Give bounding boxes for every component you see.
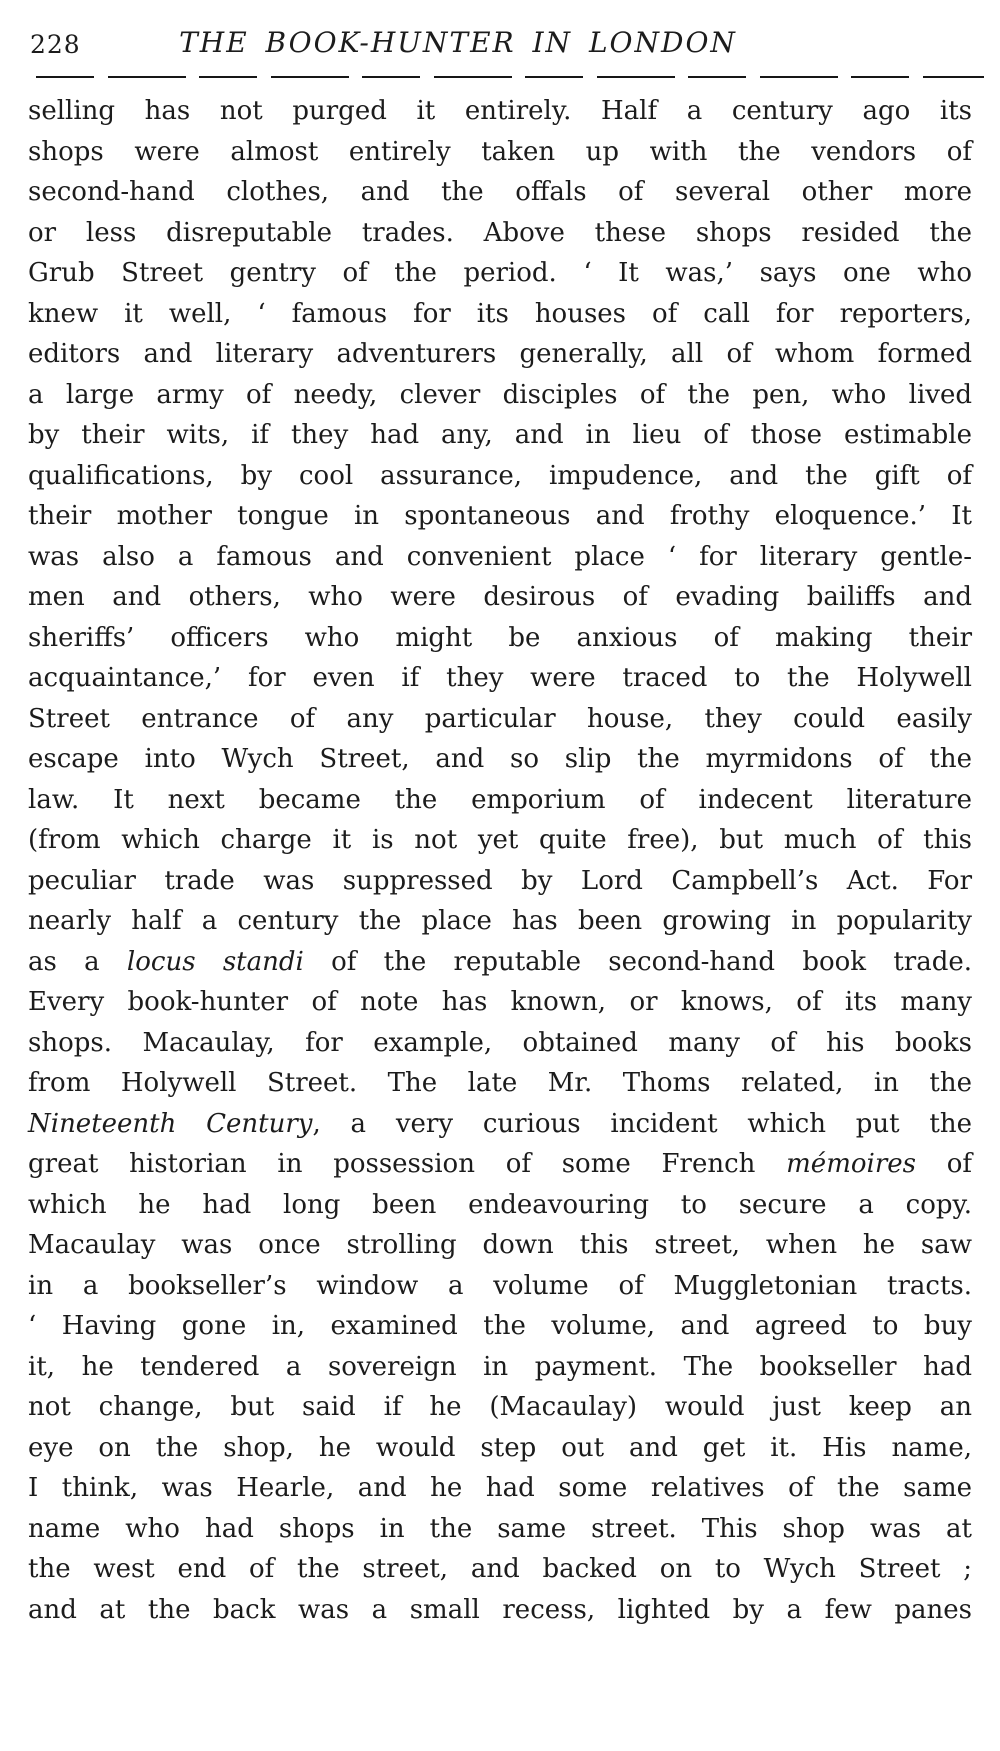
- text-line: [28, 1468, 972, 1509]
- text-segment: acquaintance,’ for even if they were traced to the Holywell: [28, 663, 972, 693]
- text-line: [28, 1144, 972, 1185]
- text-segment: law. It next became the emporium of indecent literature: [28, 784, 972, 815]
- text-segment: shops. Macaulay, for example, obtained many of his books: [28, 1027, 972, 1058]
- italic-text-segment: Nineteenth Century: [28, 1108, 313, 1139]
- text-line: [28, 334, 972, 375]
- text-line: [28, 415, 972, 456]
- text-line: [28, 294, 972, 335]
- text-line: [28, 1266, 972, 1307]
- text-line: [28, 1347, 972, 1388]
- text-line: [28, 739, 972, 780]
- text-line: [28, 1387, 972, 1428]
- text-segment: Grub Street gentry of the period. ‘ It was,’ says one who: [28, 258, 972, 288]
- text-segment: by their wits, if they had any, and in lieu of those estimable: [28, 420, 972, 450]
- text-line: [28, 820, 972, 861]
- text-line: [28, 496, 972, 537]
- text-segment: editors and literary adventurers generally, all of whom formed: [28, 339, 972, 369]
- text-segment: ‘ Having gone in, examined the volume, and agreed to buy: [28, 1311, 972, 1341]
- text-segment: and at the back was a small recess, lighted by a few panes: [28, 1594, 972, 1625]
- text-line: [28, 253, 972, 294]
- text-line: [28, 537, 972, 578]
- text-line: [28, 618, 972, 659]
- page-header: [0, 24, 1000, 68]
- text-segment: peculiar trade was suppressed by Lord Campbell’s Act. For: [28, 865, 972, 896]
- text-line: [28, 456, 972, 497]
- text-line: [28, 213, 972, 254]
- text-segment: men and others, who were desirous of evading bailiffs and: [28, 582, 972, 612]
- text-segment: Macaulay was once strolling down this street, when he saw: [28, 1230, 972, 1260]
- text-segment: their mother tongue in spontaneous and frothy eloquence.’ It: [28, 501, 972, 531]
- text-segment: selling has not purged it entirely. Half a century ago its: [28, 96, 972, 126]
- text-segment: knew it well, ‘ famous for its houses of call for reporters,: [28, 298, 972, 329]
- text-line: [28, 780, 972, 821]
- text-line: [28, 1509, 972, 1550]
- text-segment: eye on the shop, he would step out and get it. His name,: [28, 1432, 972, 1463]
- text-line: [28, 1225, 972, 1266]
- text-segment: qualifications, by cool assurance, impudence, and the gift of: [28, 460, 972, 491]
- text-segment: or less disreputable trades. Above these shops resided the: [28, 217, 972, 248]
- text-segment: nearly half a century the place has been growing in popularity: [28, 906, 972, 936]
- text-segment: a large army of needy, clever disciples of the pen, who lived: [28, 379, 972, 410]
- text-segment: from Holywell Street. The late Mr. Thoms related, in the: [28, 1068, 972, 1098]
- text-line: [28, 1549, 972, 1590]
- text-line: [28, 658, 972, 699]
- text-line: [28, 1590, 972, 1631]
- text-segment: name who had shops in the same street. This shop was at: [28, 1513, 972, 1544]
- text-segment: sheriffs’ officers who might be anxious of making their: [28, 622, 972, 653]
- text-segment: which he had long been endeavouring to secure a copy.: [28, 1189, 972, 1220]
- running-title: THE BOOK-HUNTER IN LONDON: [179, 26, 737, 59]
- text-segment: great historian in possession of some French: [28, 1149, 787, 1179]
- italic-text-segment: mémoires: [786, 1149, 916, 1179]
- text-segment: the west end of the street, and backed on to Wych Street ;: [28, 1554, 972, 1584]
- italic-text-segment: locus standi: [126, 946, 304, 977]
- text-segment: shops were almost entirely taken up with the vendors of: [28, 136, 972, 167]
- header-rule: [36, 76, 984, 78]
- text-line: [28, 1104, 972, 1145]
- text-segment: Every book-hunter of note has known, or knows, of its many: [28, 987, 972, 1017]
- text-segment: second-hand clothes, and the offals of several other more: [28, 177, 972, 207]
- text-segment: as a: [28, 946, 127, 977]
- text-segment: was also a famous and convenient place ‘ for literary gentle-: [28, 541, 972, 572]
- text-line: [28, 942, 972, 983]
- text-segment: of: [915, 1149, 973, 1179]
- text-line: [28, 901, 972, 942]
- text-line: [28, 375, 972, 416]
- text-segment: in a bookseller’s window a volume of Muggletonian tracts.: [28, 1270, 972, 1301]
- text-segment: not change, but said if he (Macaulay) would just keep an: [28, 1392, 972, 1422]
- text-line: [28, 132, 972, 173]
- text-segment: of the reputable second-hand book trade.: [303, 946, 973, 977]
- text-segment: escape into Wych Street, and so slip the myrmidons of the: [28, 744, 972, 774]
- text-line: [28, 861, 972, 902]
- text-line: [28, 172, 972, 213]
- body-text: [28, 91, 972, 1630]
- text-segment: I think, was Hearle, and he had some relatives of the same: [28, 1473, 972, 1503]
- text-line: [28, 1063, 972, 1104]
- text-segment: Street entrance of any particular house, they could easily: [28, 703, 972, 734]
- text-line: [28, 577, 972, 618]
- text-line: [28, 1185, 972, 1226]
- text-segment: , a very curious incident which put the: [312, 1108, 972, 1139]
- text-line: [28, 1428, 972, 1469]
- text-segment: it, he tendered a sovereign in payment. The bookseller had: [28, 1351, 972, 1382]
- text-line: [28, 91, 972, 132]
- text-segment: (from which charge it is not yet quite free), but much of this: [28, 825, 972, 855]
- text-line: [28, 982, 972, 1023]
- text-line: [28, 1306, 972, 1347]
- text-line: [28, 1023, 972, 1064]
- page-number: 228: [30, 30, 81, 59]
- text-line: [28, 699, 972, 740]
